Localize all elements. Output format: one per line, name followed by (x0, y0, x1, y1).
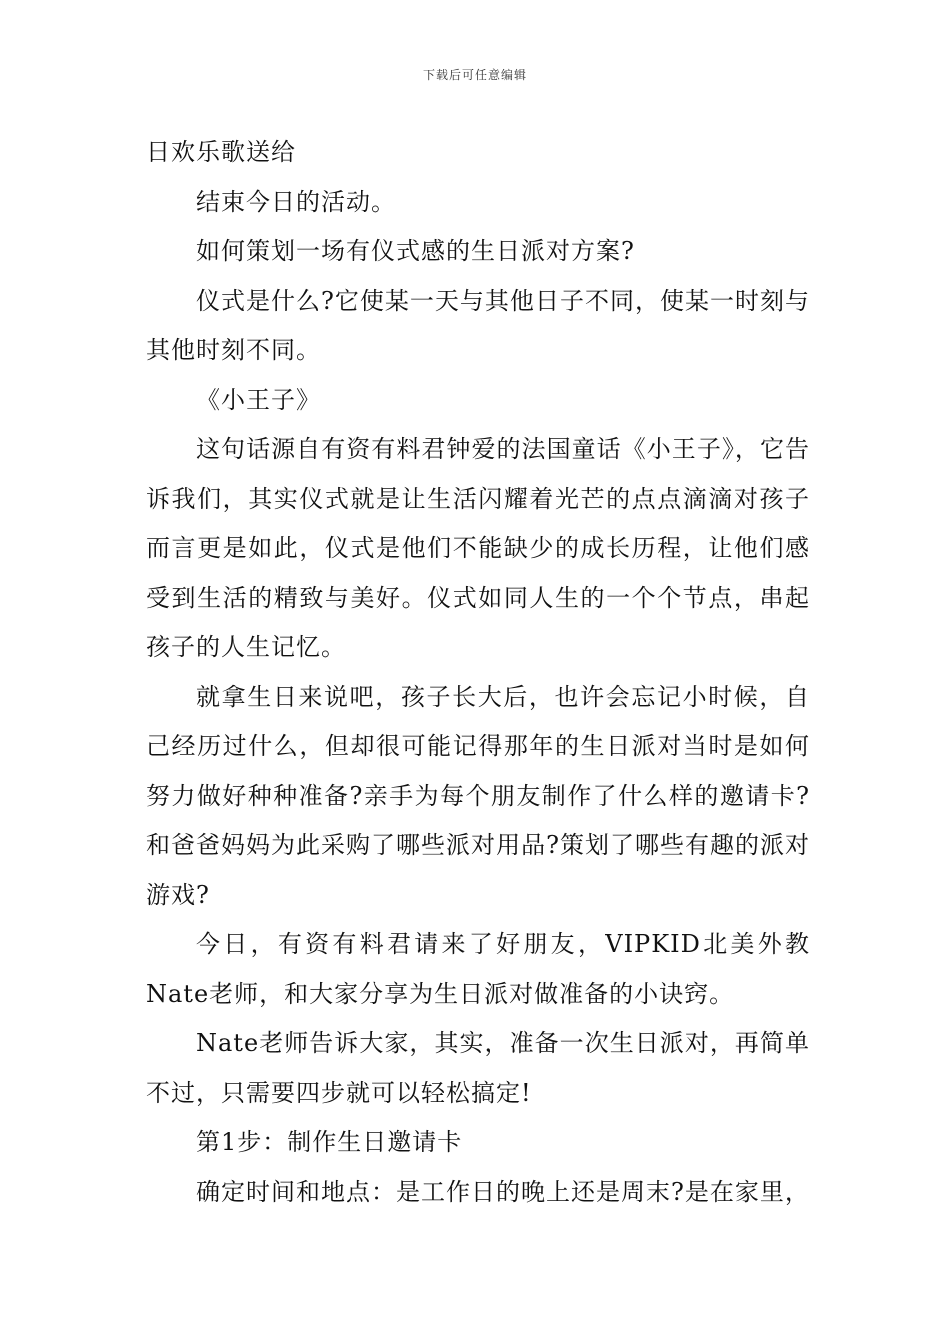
paragraph: 今日，有资有料君请来了好朋友，VIPKID北美外教Nate老师，和大家分享为生日派对做准备的小诀窍。 (146, 930, 810, 1008)
paragraph: 如何策划一场有仪式感的生日派对方案? (196, 237, 635, 265)
paragraph: 《小王子》 (196, 385, 321, 414)
paragraph: 这句话源自有资有料君钟爱的法国童话《小王子》，它告诉我们，其实仪式就是让生活闪耀着光芒的点点滴滴对孩子而言更是如此，仪式是他们不能缺少的成长历程，让他们感受到生活的精致与美好。仪式如同人生的一个个节点，串起孩子的人生记忆。 (146, 435, 810, 661)
paragraph: 就拿生日来说吧，孩子长大后，也许会忘记小时候，自己经历过什么，但却很可能记得那年的生日派对当时是如何努力做好种种准备?亲手为每个朋友制作了什么样的邀请卡?和爸爸妈妈为此采购了哪些派对用品?策划了哪些有趣的派对游戏? (146, 682, 810, 909)
paragraph: 第1步：制作生日邀请卡 (196, 1128, 463, 1156)
paragraph: 确定时间和地点：是工作日的晚上还是周末?是在家里， (196, 1177, 810, 1206)
paragraph: 日欢乐歌送给 (146, 138, 296, 166)
page-header: 下载后可任意编辑 (422, 68, 527, 82)
paragraph: Nate老师告诉大家，其实，准备一次生日派对，再简单不过，只需要四步就可以轻松搞定! (146, 1029, 810, 1107)
paragraph: 仪式是什么?它使某一天与其他日子不同，使某一时刻与其他时刻不同。 (146, 286, 810, 364)
paragraph: 结束今日的活动。 (196, 187, 396, 216)
document-body (146, 128, 810, 1217)
